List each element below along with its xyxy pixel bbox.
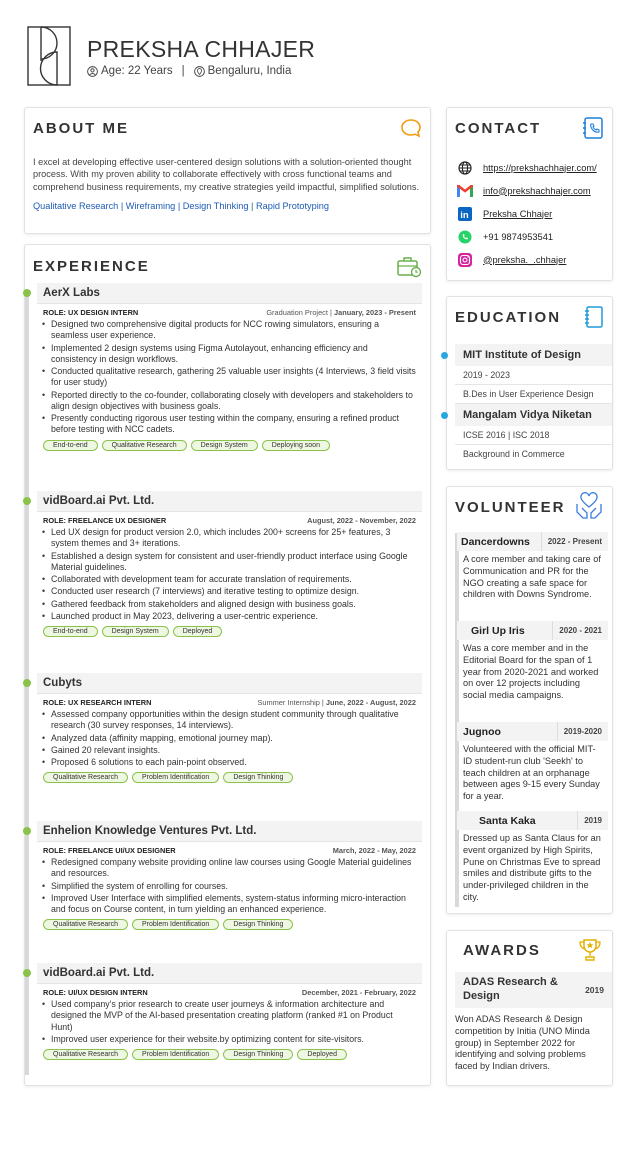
volunteer-entry xyxy=(457,811,608,904)
about-skills: Qualitative Research | Wireframing | Design Thinking | Rapid Prototyping xyxy=(33,201,330,212)
bullet-item: • Proposed 6 solutions to each pain-point observed. xyxy=(51,757,416,768)
bullet-item: • Presently conducting rigorous user testing within the company, ensuring a refined product before testing with NCC cadets. xyxy=(51,413,416,436)
bullet-item: • Designed two comprehensive digital products for NCC rowing simulators, ensuring a seamless user experience. xyxy=(51,319,416,342)
bullet-item: • Redesigned company website providing online law courses using Google Material guidelines and resources. xyxy=(51,857,416,880)
user-icon xyxy=(87,66,98,77)
linkedin-icon xyxy=(457,206,473,222)
volunteer-entry xyxy=(457,621,608,702)
job-tags xyxy=(37,1046,422,1060)
skill-tag: Qualitative Research xyxy=(43,919,128,930)
skill-tag: Design System xyxy=(102,626,169,637)
website-link[interactable]: https://prekshachhajer.com/ xyxy=(483,162,597,173)
linkedin-link[interactable]: Preksha Chhajer xyxy=(483,208,553,219)
person-name: PREKSHA CHHAJER xyxy=(87,36,316,62)
skill-tag: Qualitative Research xyxy=(43,1049,128,1060)
timeline-dot xyxy=(23,679,31,687)
bullet-item: • Conducted user research (7 interviews) and iterative testing to optimize design. xyxy=(51,586,416,597)
job-bullets xyxy=(37,527,422,622)
timeline-dot xyxy=(23,289,31,297)
skill-tag: Qualitative Research xyxy=(102,440,187,451)
bullet-item: • Improved User Interface with simplified elements, system-status informing micro-interaction and focus on Course content, in turn yielding an enhanced experience. xyxy=(51,893,416,916)
contact-email[interactable] xyxy=(447,179,612,202)
email-link[interactable]: info@prekshachhajer.com xyxy=(483,185,591,196)
skill-tag: Deployed xyxy=(173,626,223,637)
skill-tag: Design Thinking xyxy=(223,772,293,783)
volunteer-year: 2019 xyxy=(577,811,608,830)
volunteer-org: Jugnoo xyxy=(463,725,501,738)
volunteer-year: 2022 - Present xyxy=(541,532,608,551)
job-dates: Summer Internship | June, 2022 - August, 2022 xyxy=(257,698,416,707)
school-year: 2019 - 2023 xyxy=(455,366,612,385)
bullet-item: • Reported directly to the co-founder, collaborating closely with developers and stakeholders to align design objectives with business goals. xyxy=(51,390,416,413)
contact-linkedin[interactable] xyxy=(447,202,612,225)
whatsapp-icon xyxy=(457,229,473,245)
volunteer-entry xyxy=(457,722,608,803)
school-detail: Background in Commerce xyxy=(463,449,565,459)
skill-tag: Design Thinking xyxy=(223,919,293,930)
bullet-item: • Assessed company opportunities within the design student community through qualitative research (30 survey responses, 14 interviews). xyxy=(51,709,416,732)
company-name: Cubyts xyxy=(37,673,422,694)
volunteer-year: 2020 - 2021 xyxy=(552,621,608,640)
age-text: Age: 22 Years xyxy=(101,65,173,77)
bullet-item: • Implemented 2 design systems using Figma Autolayout, enhancing efficiency and consistency in design workflows. xyxy=(51,343,416,366)
job-role: ROLE: UI/UX DESIGN INTERN xyxy=(43,988,148,997)
timeline-dot xyxy=(23,497,31,505)
svg-text:in: in xyxy=(460,209,469,221)
job-role: ROLE: UX RESEARCH INTERN xyxy=(43,698,152,707)
skill-tag: Problem Identification xyxy=(132,1049,219,1060)
volunteer-desc: Dressed up as Santa Claus for an event organized by High Spirits, Pune on Christmas Eve to spread smiles and distribute gifts to the under-privileged children in the city. xyxy=(463,833,601,902)
logo-monogram xyxy=(27,26,71,86)
volunteer-desc: Was a core member and in the Editorial Board for the span of 1 year from 2020-2021 and worked on over 12 projects including social media campaigns. xyxy=(463,643,599,701)
job-bullets xyxy=(37,857,422,915)
company-name: vidBoard.ai Pvt. Ltd. xyxy=(37,963,422,984)
contact-section xyxy=(446,107,613,281)
job-entry xyxy=(37,821,422,945)
experience-heading: EXPERIENCE xyxy=(33,257,150,275)
award-desc: Won ADAS Research & Design competition by Initia (UNO Minda group) in September 2022 for identifying and solving problems faced by Indian drivers. xyxy=(455,1014,590,1072)
skill-tag: Design Thinking xyxy=(223,1049,293,1060)
company-name: Enhelion Knowledge Ventures Pvt. Ltd. xyxy=(37,821,422,842)
job-role: ROLE: FREELANCE UX DESIGNER xyxy=(43,516,167,525)
job-entry xyxy=(37,491,422,663)
bullet-item: • Improved user experience for their website.by optimizing content for site-visitors. xyxy=(51,1034,416,1045)
job-entry xyxy=(37,963,422,1081)
job-bullets xyxy=(37,709,422,768)
location-pin-icon xyxy=(194,66,205,77)
skill-tag: Deployed xyxy=(297,1049,347,1060)
job-dates: December, 2021 - February, 2022 xyxy=(301,988,416,997)
skill-tag: End-to-end xyxy=(43,626,98,637)
award-title: ADAS Research & Design xyxy=(463,976,558,1002)
company-name: vidBoard.ai Pvt. Ltd. xyxy=(37,491,422,512)
bullet-item: • Collaborated with development team for accurate translation of requirements. xyxy=(51,574,416,585)
about-section xyxy=(24,107,431,234)
volunteer-desc: A core member and taking care of Communication and PR for the NGO creating a safe space for children with Downs Syndrome. xyxy=(463,554,601,600)
volunteer-section xyxy=(446,486,613,914)
job-dates: August, 2022 - November, 2022 xyxy=(307,516,416,525)
education-section xyxy=(446,296,613,470)
contact-phone[interactable] xyxy=(447,225,612,248)
school-name: Mangalam Vidya Niketan xyxy=(455,404,612,426)
skill-tag: Design System xyxy=(191,440,258,451)
trophy-icon xyxy=(576,936,604,964)
contact-website[interactable] xyxy=(447,156,612,179)
bullet-item: • Led UX design for product version 2.0, which includes 200+ screens for 25+ features, 3 system themes and 3+ iterations. xyxy=(51,527,416,550)
phone-number: +91 9874953541 xyxy=(483,231,554,242)
globe-icon xyxy=(457,160,473,176)
job-entry xyxy=(37,283,422,473)
volunteer-org: Santa Kaka xyxy=(479,814,536,827)
contact-instagram[interactable] xyxy=(447,248,612,271)
job-tags xyxy=(37,437,422,451)
awards-heading: AWARDS xyxy=(463,941,541,959)
timeline-dot xyxy=(441,352,448,359)
header-subtitle xyxy=(87,65,291,77)
job-tags xyxy=(37,916,422,930)
briefcase-clock-icon xyxy=(396,253,422,279)
volunteer-year: 2019-2020 xyxy=(557,722,608,741)
job-bullets xyxy=(37,999,422,1045)
bullet-item: • Analyzed data (affinity mapping, emotional journey map). xyxy=(51,733,416,744)
bullet-item: • Used company's prior research to create user journeys & information architecture and designed the MVP of the AI-based presentation creating platform (ranked #1 on Product Hunt) xyxy=(51,999,416,1033)
bullet-item: • Established a design system for consistent and user-friendly product interface using Google Material guidelines. xyxy=(51,551,416,574)
award-year: 2019 xyxy=(585,984,604,995)
instagram-icon xyxy=(457,252,473,268)
experience-section xyxy=(24,244,431,1086)
school-detail: B.Des in User Experience Design xyxy=(455,385,612,404)
job-bullets xyxy=(37,319,422,436)
separator: | xyxy=(181,65,185,77)
job-role: ROLE: FREELANCE UI/UX DESIGNER xyxy=(43,846,176,855)
skill-tag: Deploying soon xyxy=(262,440,330,451)
job-dates: March, 2022 - May, 2022 xyxy=(332,846,416,855)
volunteer-org: Girl Up Iris xyxy=(471,624,525,637)
gmail-icon xyxy=(457,183,473,199)
timeline-dot xyxy=(23,969,31,977)
skill-tag: End-to-end xyxy=(43,440,98,451)
skill-tag: Qualitative Research xyxy=(43,772,128,783)
company-name: AerX Labs xyxy=(37,283,422,304)
education-heading: EDUCATION xyxy=(455,308,562,326)
notebook-icon xyxy=(584,305,604,329)
job-entry xyxy=(37,673,422,803)
about-heading: ABOUT ME xyxy=(33,119,129,137)
school-name: MIT Institute of Design xyxy=(455,344,612,366)
bullet-item: • Simplified the system of enrolling for courses. xyxy=(51,881,416,892)
contact-heading: CONTACT xyxy=(455,119,542,137)
skill-tag: Problem Identification xyxy=(132,772,219,783)
heart-hands-icon xyxy=(574,492,604,522)
phone-book-icon xyxy=(582,116,604,140)
instagram-link[interactable]: @preksha._.chhajer xyxy=(483,254,567,265)
bullet-item: • Launched product in May 2023, delivering a user-centric experience. xyxy=(51,611,416,622)
volunteer-heading: VOLUNTEER xyxy=(455,498,566,516)
timeline-dot xyxy=(441,412,448,419)
skill-tag: Problem Identification xyxy=(132,919,219,930)
chat-bubble-icon xyxy=(400,118,422,138)
job-role: ROLE: UX DESIGN INTERN xyxy=(43,308,139,317)
job-tags xyxy=(37,769,422,783)
about-text: I excel at developing effective user-centered design solutions with a solution-oriented thought process. With my proven ability to collaborate effectively with cross functional teams and comprehend business requirements, my creative strategies yeild impactful, simplified solutions. xyxy=(33,157,420,192)
job-tags xyxy=(37,623,422,637)
school-year: ICSE 2016 | ISC 2018 xyxy=(455,426,612,445)
location-text: Bengaluru, India xyxy=(207,65,292,77)
bullet-item: • Gained 20 relevant insights. xyxy=(51,745,416,756)
job-dates: Graduation Project | January, 2023 - Present xyxy=(266,308,416,317)
timeline-dot xyxy=(23,827,31,835)
bullet-item: • Conducted qualitative research, gathering 25 valuable user insights (4 Interviews, 3 field visits for user study) xyxy=(51,366,416,389)
volunteer-org: Dancerdowns xyxy=(461,535,530,548)
bullet-item: • Gathered feedback from stakeholders and aligned design with business goals. xyxy=(51,599,416,610)
volunteer-entry xyxy=(457,532,608,601)
awards-section xyxy=(446,930,613,1086)
volunteer-desc: Volunteered with the official MIT-ID student-run club 'Seekh' to teach children at an orphanage between ages 9-15 every Sunday for a year. xyxy=(463,744,600,802)
